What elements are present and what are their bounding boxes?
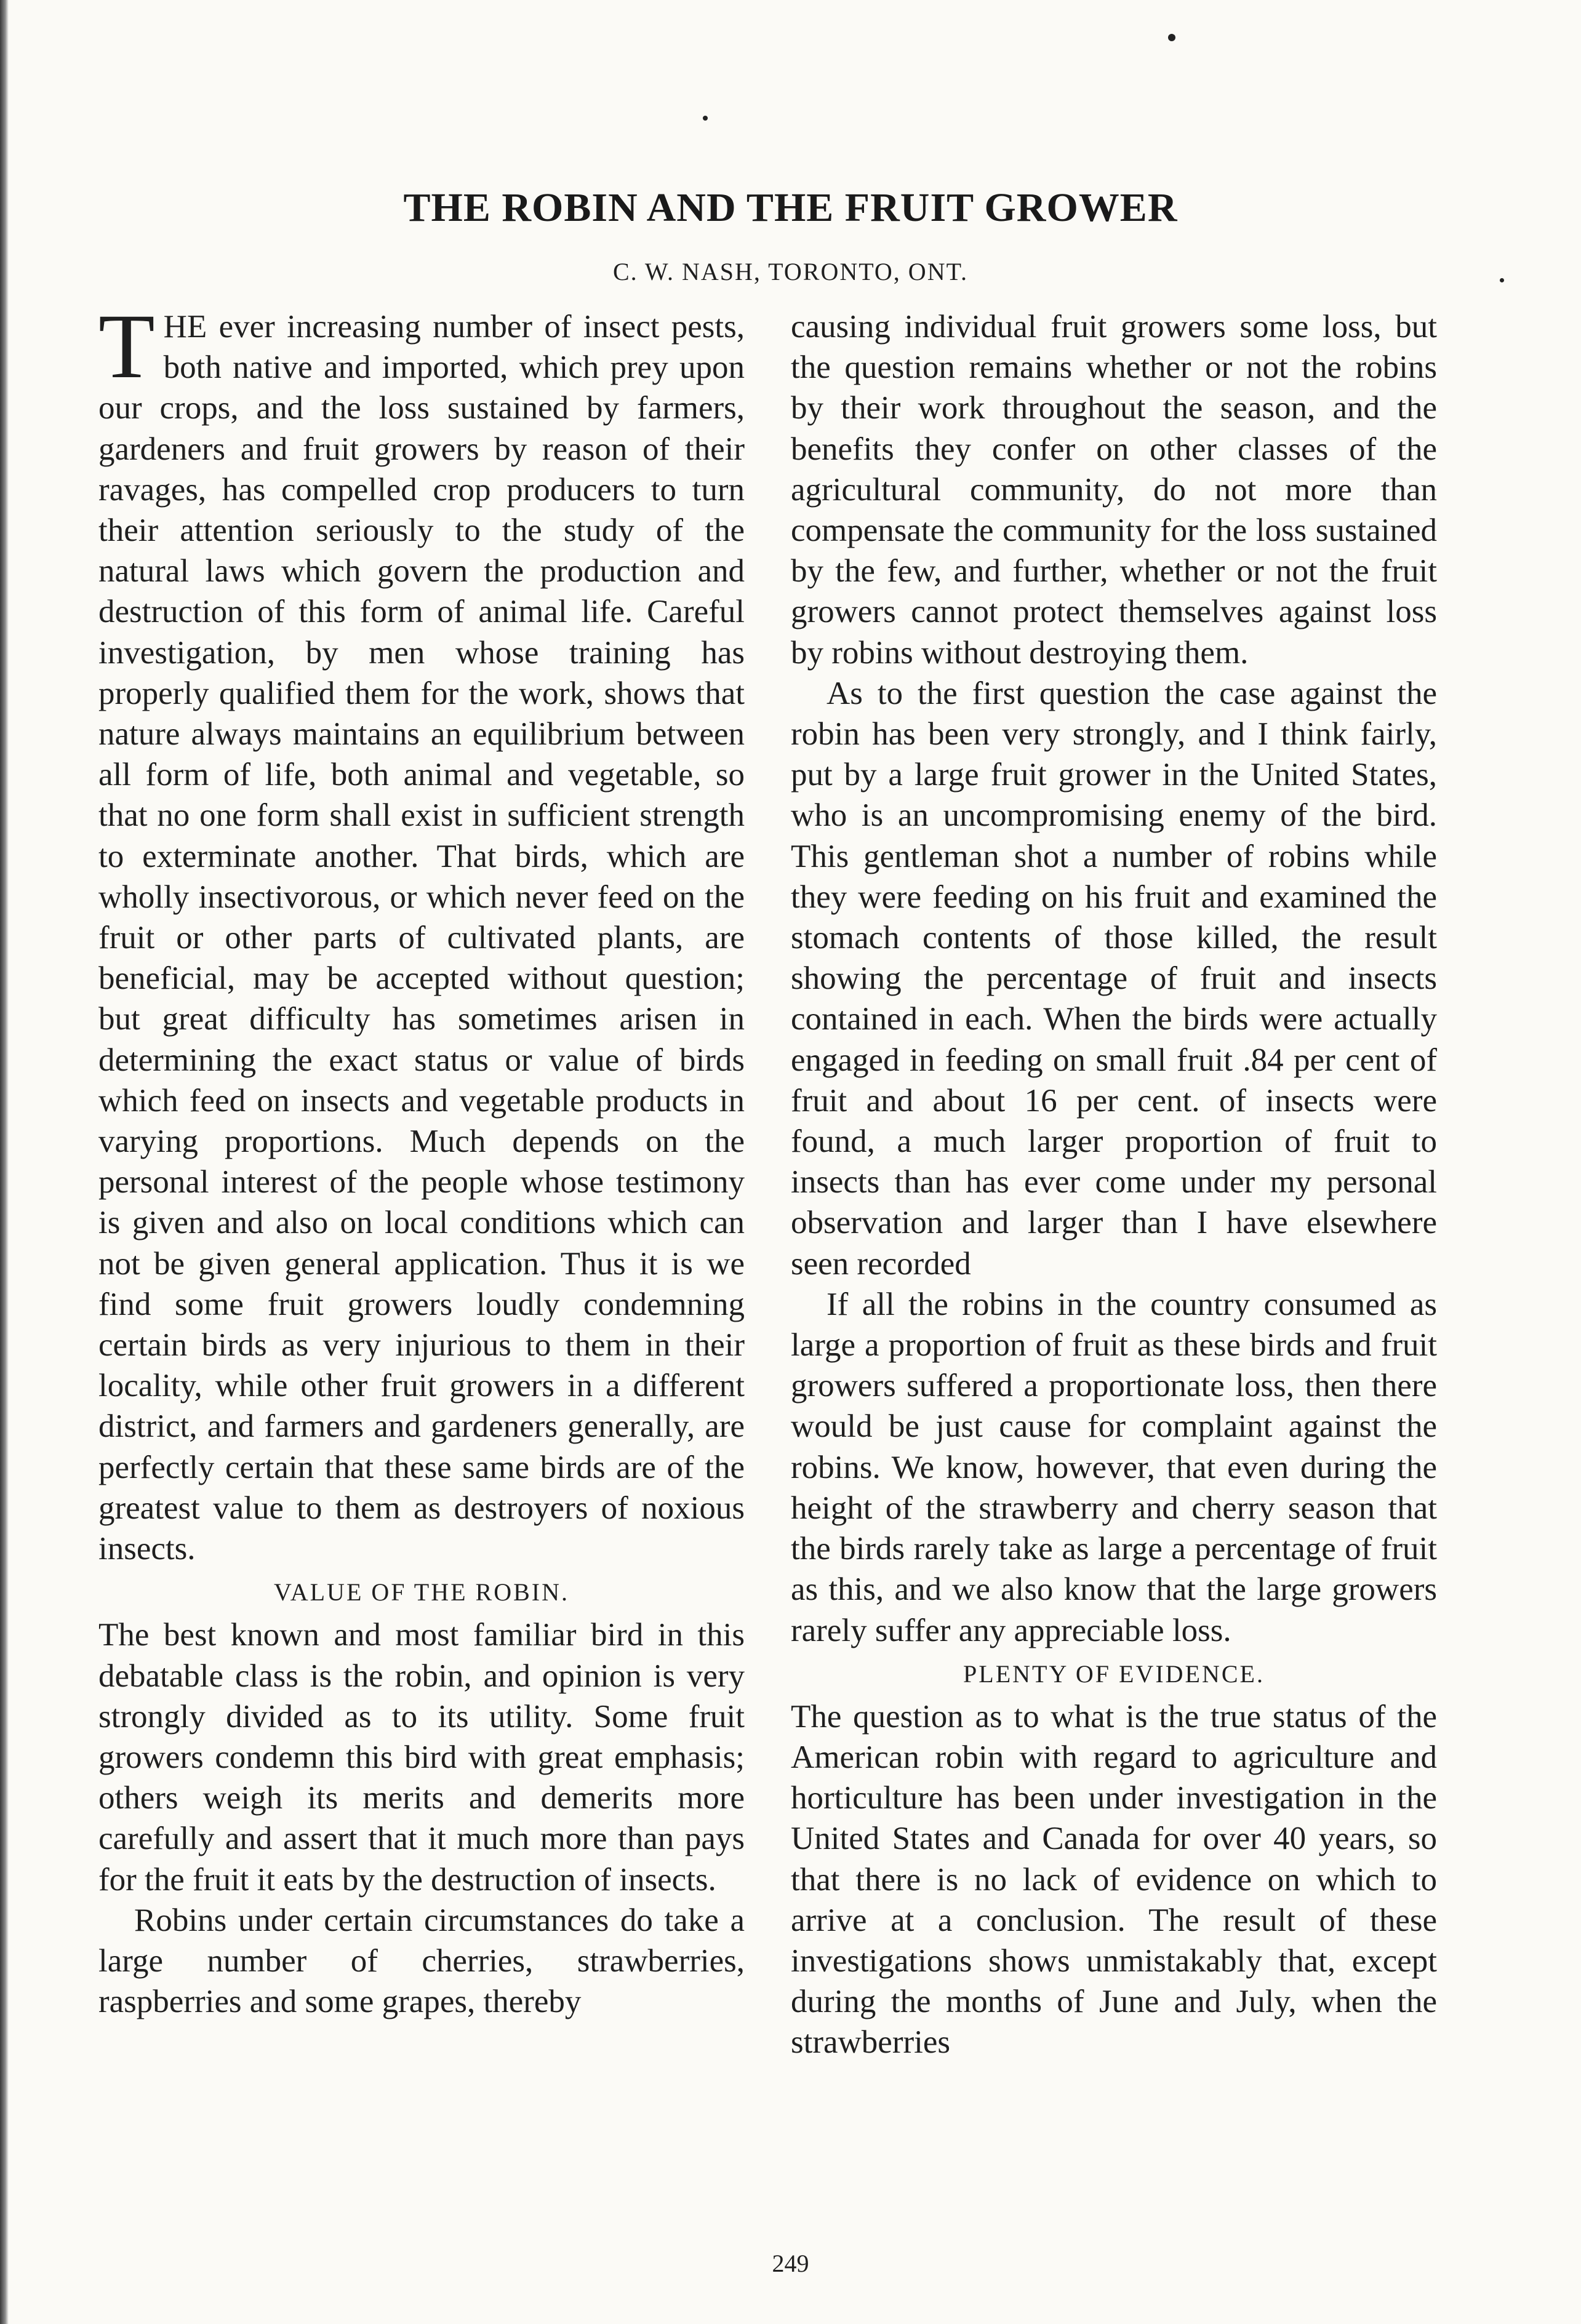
paragraph: The question as to what is the true status of the American robin with regard to agriculture and horticulture has been under investigation in the United States and Canada for over 40 years, so that there is no lack of evidence on which to arrive at a conclusion. The result of these investigations shows unmistakably that, except during the months of June and July, when the strawberries [791, 1698, 1437, 2061]
section-heading-plenty-of-evidence: PLENTY OF EVIDENCE. [963, 1659, 1265, 1688]
left-column [98, 295, 745, 2022]
paragraph: Robins under certain circumstances do take a large number of cherries, strawberries, raspberries and some grapes, thereby [98, 1902, 745, 2020]
page-number: 249 [772, 2250, 809, 2277]
opening-paragraph-text: HE ever increasing number of insect pests, both native and imported, which prey upon our crops, and the loss sustained by farmers, gardeners and fruit growers by reason of their ravages, has compelled crop producers to turn their attention seriously to the study of the natural laws which govern the production and destruction of this form of animal life. Careful investigation, by men whose training has properly qualified them for the work, shows that nature always maintains an equilibrium between all form of life, both animal and vegetable, so that no one form shall exist in sufficient strength to exterminate another. That birds, which are wholly insectivorous, or which never feed on the fruit or other parts of cultivated plants, are beneficial, may be accepted without question; but great difficulty has sometimes arisen in determining the exact status or value of birds which feed on insects and vegetable products in varying proportions. Much depends on the personal interest of the people whose testimony is given and also on local conditions which can not be given general application. Thus it is we find some fruit growers loudly condemning certain birds as very injurious to them in their locality, while other fruit growers in a different district, and farmers and gardeners generally, are perfectly certain that these same birds are of the greatest value to them as destroyers of noxious insects. [98, 309, 745, 1567]
print-speck [1168, 34, 1175, 41]
paragraph: As to the first question the case against the robin has been very strongly, and I think fairly, put by a large fruit grower in the United States, who is an uncompromising enemy of the bird. This gentleman shot a number of robins while they were feeding on his fruit and examined the stomach contents of those killed, the result showing the percentage of fruit and insects contained in each. When the birds were actually engaged in feeding on small fruit .84 per cent of fruit and about 16 per cent. of insects were found, a much larger proportion of fruit to insects than has ever come under my personal observation and larger than I have elsewhere seen recorded [791, 675, 1437, 1282]
drop-cap: T [98, 295, 155, 397]
paragraph: The best known and most familiar bird in this debatable class is the robin, and opinion is very strongly divided as to its utility. Some fruit growers condemn this bird with great emphasis; others weigh its merits and demerits more carefully and assert that it much more than pays for the fruit it eats by the destruction of insects. [98, 1617, 745, 1898]
paragraph: If all the robins in the country consumed as large a proportion of fruit as these birds and fruit growers suffered a proportionate loss, then there would be just cause for complaint against the robins. We know, however, that even during the height of the strawberry and cherry season that the birds rarely take as large a percentage of fruit as this, and we also know that the large growers rarely suffer any appreciable loss. [791, 1286, 1437, 1648]
scan-shadow-edge [0, 0, 9, 2324]
print-speck [703, 116, 708, 121]
right-column [791, 306, 1437, 2063]
article-title: THE ROBIN AND THE FRUIT GROWER [403, 185, 1178, 230]
paragraph: causing individual fruit growers some loss, but the question remains whether or not the robins by their work throughout the season, and the benefits they confer on other classes of the agricultural community, do not more than compensate the community for the loss sustained by the few, and further, whether or not the fruit growers cannot protect themselves against loss by robins without destroying them. [791, 309, 1437, 671]
section-heading-value-of-the-robin: VALUE OF THE ROBIN. [274, 1578, 569, 1607]
article-byline: C. W. NASH, TORONTO, ONT. [612, 258, 969, 286]
opening-paragraph [98, 295, 745, 1569]
